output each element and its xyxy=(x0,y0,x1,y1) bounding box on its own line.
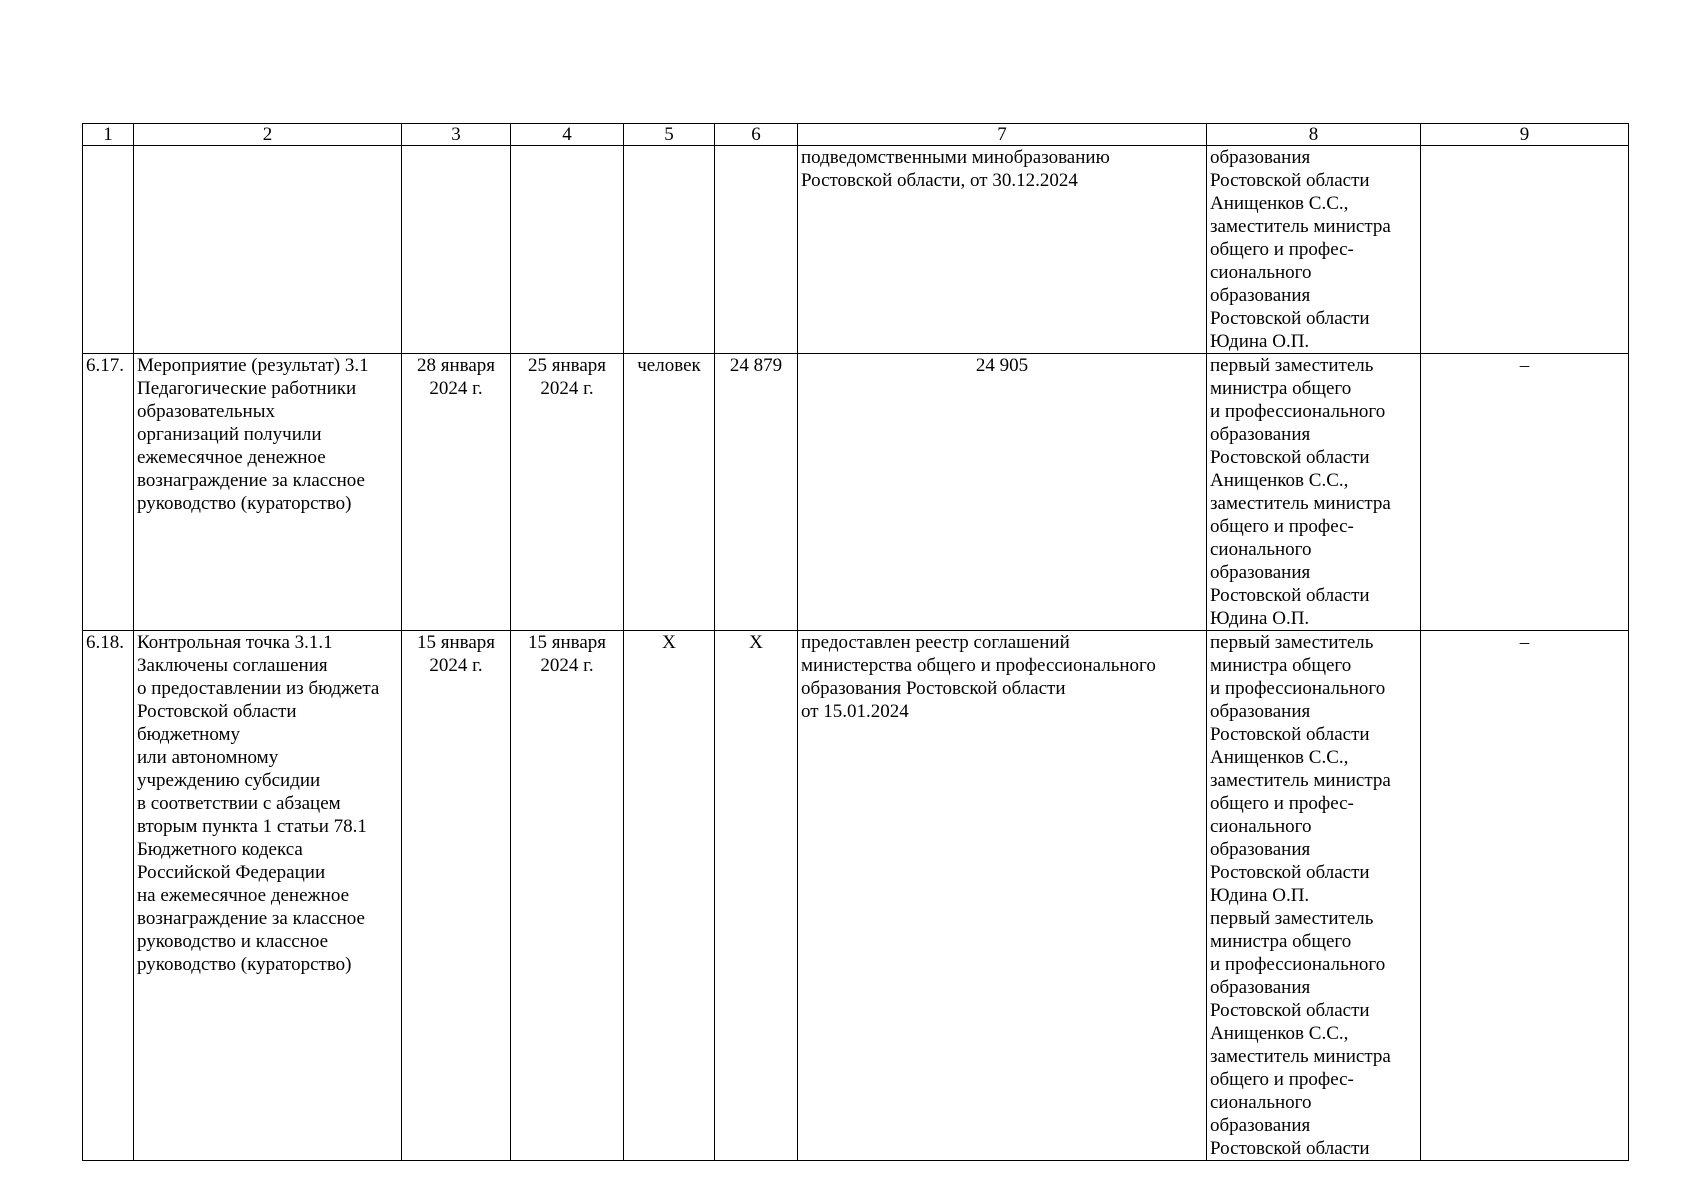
plan-value-cell: X xyxy=(715,631,798,1161)
column-header: 4 xyxy=(511,124,624,146)
fact-date-cell xyxy=(511,146,624,354)
report-table xyxy=(82,123,1629,1161)
note-cell xyxy=(1421,146,1629,354)
unit-cell xyxy=(624,146,715,354)
table-row xyxy=(83,146,1629,354)
document-page xyxy=(82,123,1629,1161)
note-cell: – xyxy=(1421,631,1629,1161)
fact-date-cell: 25 января 2024 г. xyxy=(511,354,624,631)
unit-cell: X xyxy=(624,631,715,1161)
item-name-cell: Контрольная точка 3.1.1 Заключены соглашения о предоставлении из бюджета Ростовской области бюджетному или автономному учреждению субсидии в соответствии с абзацем вторым пункта 1 статьи 78.1 Бюджетного кодекса Российской Федерации на ежемесячное денежное вознаграждение за классное руководство и классное руководство (кураторство) xyxy=(134,631,402,1161)
row-number-cell: 6.17. xyxy=(83,354,134,631)
column-header: 9 xyxy=(1421,124,1629,146)
column-header: 1 xyxy=(83,124,134,146)
row-number-cell xyxy=(83,146,134,354)
column-header: 5 xyxy=(624,124,715,146)
note-cell: – xyxy=(1421,354,1629,631)
column-number-row xyxy=(83,124,1629,146)
column-header: 2 xyxy=(134,124,402,146)
column-header: 3 xyxy=(402,124,511,146)
table-row xyxy=(83,631,1629,1161)
column-header: 8 xyxy=(1207,124,1421,146)
result-cell: 24 905 xyxy=(798,354,1207,631)
unit-cell: человек xyxy=(624,354,715,631)
plan-date-cell: 15 января 2024 г. xyxy=(402,631,511,1161)
table-row xyxy=(83,354,1629,631)
plan-date-cell xyxy=(402,146,511,354)
plan-value-cell xyxy=(715,146,798,354)
column-header: 6 xyxy=(715,124,798,146)
plan-value-cell: 24 879 xyxy=(715,354,798,631)
item-name-cell: Мероприятие (результат) 3.1 Педагогические работники образовательных организаций получили ежемесячное денежное вознаграждение за классное руководство (кураторство) xyxy=(134,354,402,631)
item-name-cell xyxy=(134,146,402,354)
plan-date-cell: 28 января 2024 г. xyxy=(402,354,511,631)
fact-date-cell: 15 января 2024 г. xyxy=(511,631,624,1161)
column-header: 7 xyxy=(798,124,1207,146)
responsible-cell: первый заместитель министра общего и профессионального образования Ростовской области Анищенков С.С., заместитель министра общего и профес- сионального образования Ростовской области Юдина О.П. xyxy=(1207,354,1421,631)
responsible-cell: образования Ростовской области Анищенков С.С., заместитель министра общего и профес- сионального образования Ростовской области Юдина О.П. xyxy=(1207,146,1421,354)
row-number-cell: 6.18. xyxy=(83,631,134,1161)
responsible-cell: первый заместитель министра общего и профессионального образования Ростовской области Анищенков С.С., заместитель министра общего и профес- сионального образования Ростовской области Юдина О.П. первый заместитель министра общего и профессионального образования Ростовской области Анищенков С.С., заместитель министра общего и профес- сионального образования Ростовской области xyxy=(1207,631,1421,1161)
result-cell: предоставлен реестр соглашений министерства общего и профессионального образования Ростовской области от 15.01.2024 xyxy=(798,631,1207,1161)
result-cell: подведомственными минобразованию Ростовской области, от 30.12.2024 xyxy=(798,146,1207,354)
